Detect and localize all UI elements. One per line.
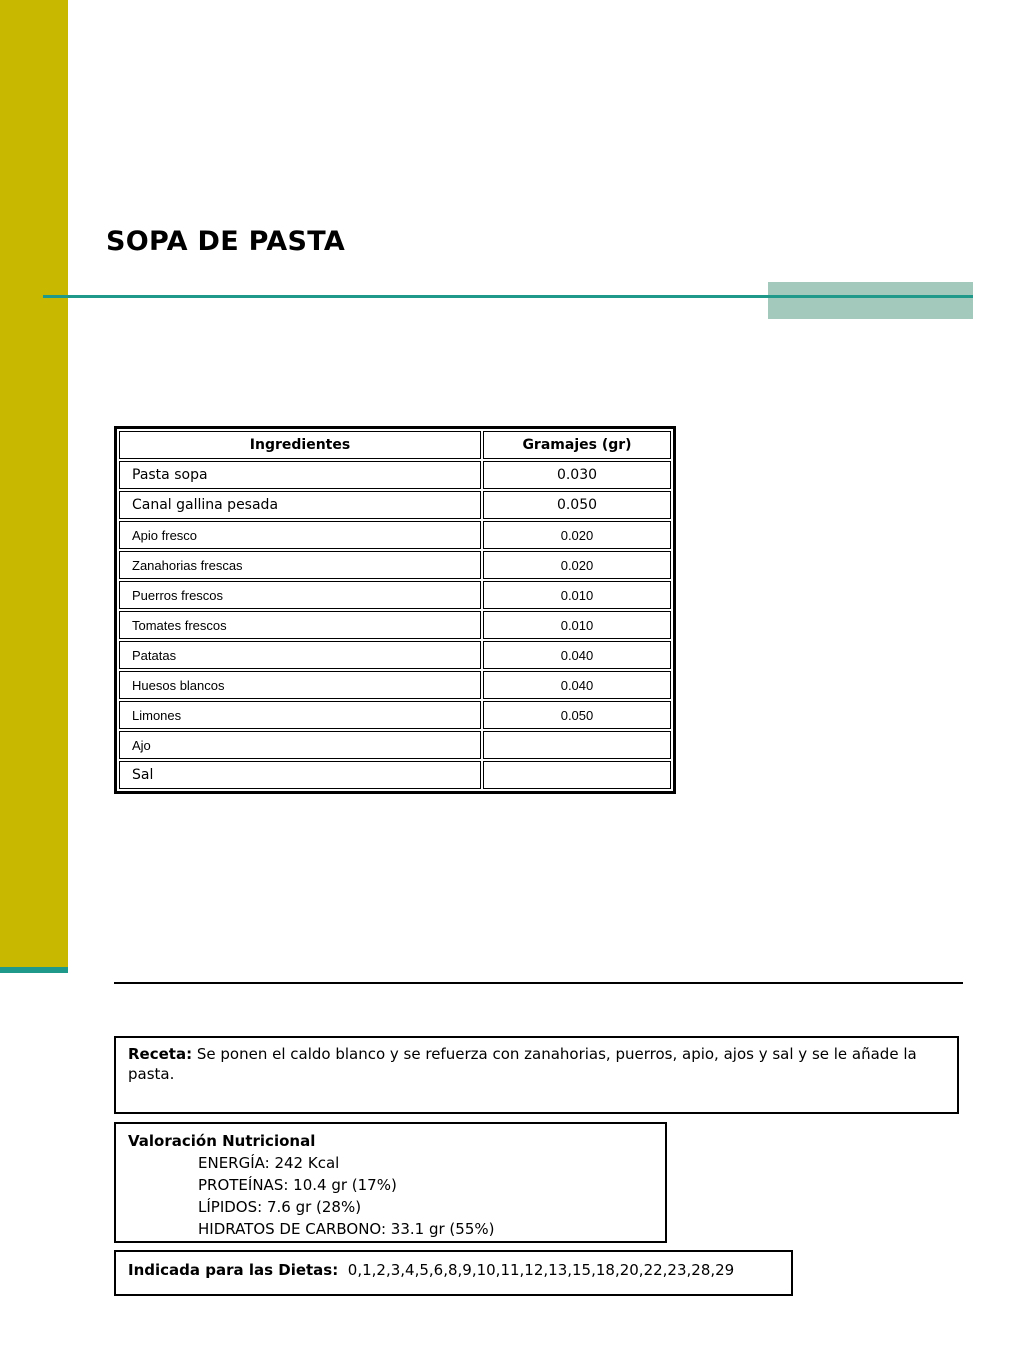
table-row [119, 761, 671, 789]
ingredient-name: Apio fresco [119, 521, 481, 549]
ingredient-qty: 0.050 [483, 701, 671, 729]
ingredient-name: Puerros frescos [119, 581, 481, 609]
ingredient-name: Tomates frescos [119, 611, 481, 639]
accent-block [768, 282, 973, 319]
ingredient-qty: 0.020 [483, 551, 671, 579]
ingredient-qty [483, 731, 671, 759]
recipe-text: Se ponen el caldo blanco y se refuerza con zanahorias, puerros, apio, ajos y sal y se le añade la pasta. [128, 1045, 917, 1083]
nutrition-box [114, 1122, 667, 1243]
table-row [119, 641, 671, 669]
ingredient-qty: 0.050 [483, 491, 671, 519]
ingredient-qty: 0.010 [483, 581, 671, 609]
table-row [119, 671, 671, 699]
ingredient-name: Pasta sopa [119, 461, 481, 489]
ingredient-name: Limones [119, 701, 481, 729]
ingredient-qty: 0.020 [483, 521, 671, 549]
nutrition-energy: ENERGÍA: 242 Kcal [198, 1154, 340, 1172]
ingredient-name: Patatas [119, 641, 481, 669]
header-gramajes: Gramajes (gr) [483, 431, 671, 459]
ingredient-qty: 0.030 [483, 461, 671, 489]
table-header-row [119, 431, 671, 459]
accent-line [768, 295, 973, 298]
nutrition-lipids: LÍPIDOS: 7.6 gr (28%) [198, 1198, 362, 1216]
sidebar-band-foot [0, 967, 68, 973]
ingredient-name: Canal gallina pesada [119, 491, 481, 519]
ingredient-name: Ajo [119, 731, 481, 759]
nutrition-carbs: HIDRATOS DE CARBONO: 33.1 gr (55%) [198, 1220, 495, 1238]
table-row [119, 731, 671, 759]
ingredient-name: Huesos blancos [119, 671, 481, 699]
nutrition-heading: Valoración Nutricional [128, 1132, 316, 1150]
sidebar-band [0, 0, 68, 967]
nutrition-proteins: PROTEÍNAS: 10.4 gr (17%) [198, 1176, 397, 1194]
ingredient-name: Zanahorias frescas [119, 551, 481, 579]
ingredient-qty: 0.010 [483, 611, 671, 639]
table-row [119, 581, 671, 609]
diets-label: Indicada para las Dietas: [128, 1261, 339, 1279]
page-title: SOPA DE PASTA [106, 226, 346, 257]
table-row [119, 551, 671, 579]
recipe-label: Receta: [128, 1045, 193, 1063]
recipe-box [114, 1036, 959, 1114]
ingredient-qty: 0.040 [483, 671, 671, 699]
ingredient-qty [483, 761, 671, 789]
ingredients-table [114, 426, 676, 794]
table-row [119, 461, 671, 489]
diets-value: 0,1,2,3,4,5,6,8,9,10,11,12,13,15,18,20,22,23,28,29 [347, 1261, 735, 1279]
table-row [119, 491, 671, 519]
diets-box [114, 1250, 793, 1296]
table-row [119, 611, 671, 639]
table-row [119, 701, 671, 729]
ingredient-name: Sal [119, 761, 481, 789]
section-divider [114, 982, 963, 984]
table-row [119, 521, 671, 549]
header-ingredientes: Ingredientes [119, 431, 481, 459]
ingredient-qty: 0.040 [483, 641, 671, 669]
